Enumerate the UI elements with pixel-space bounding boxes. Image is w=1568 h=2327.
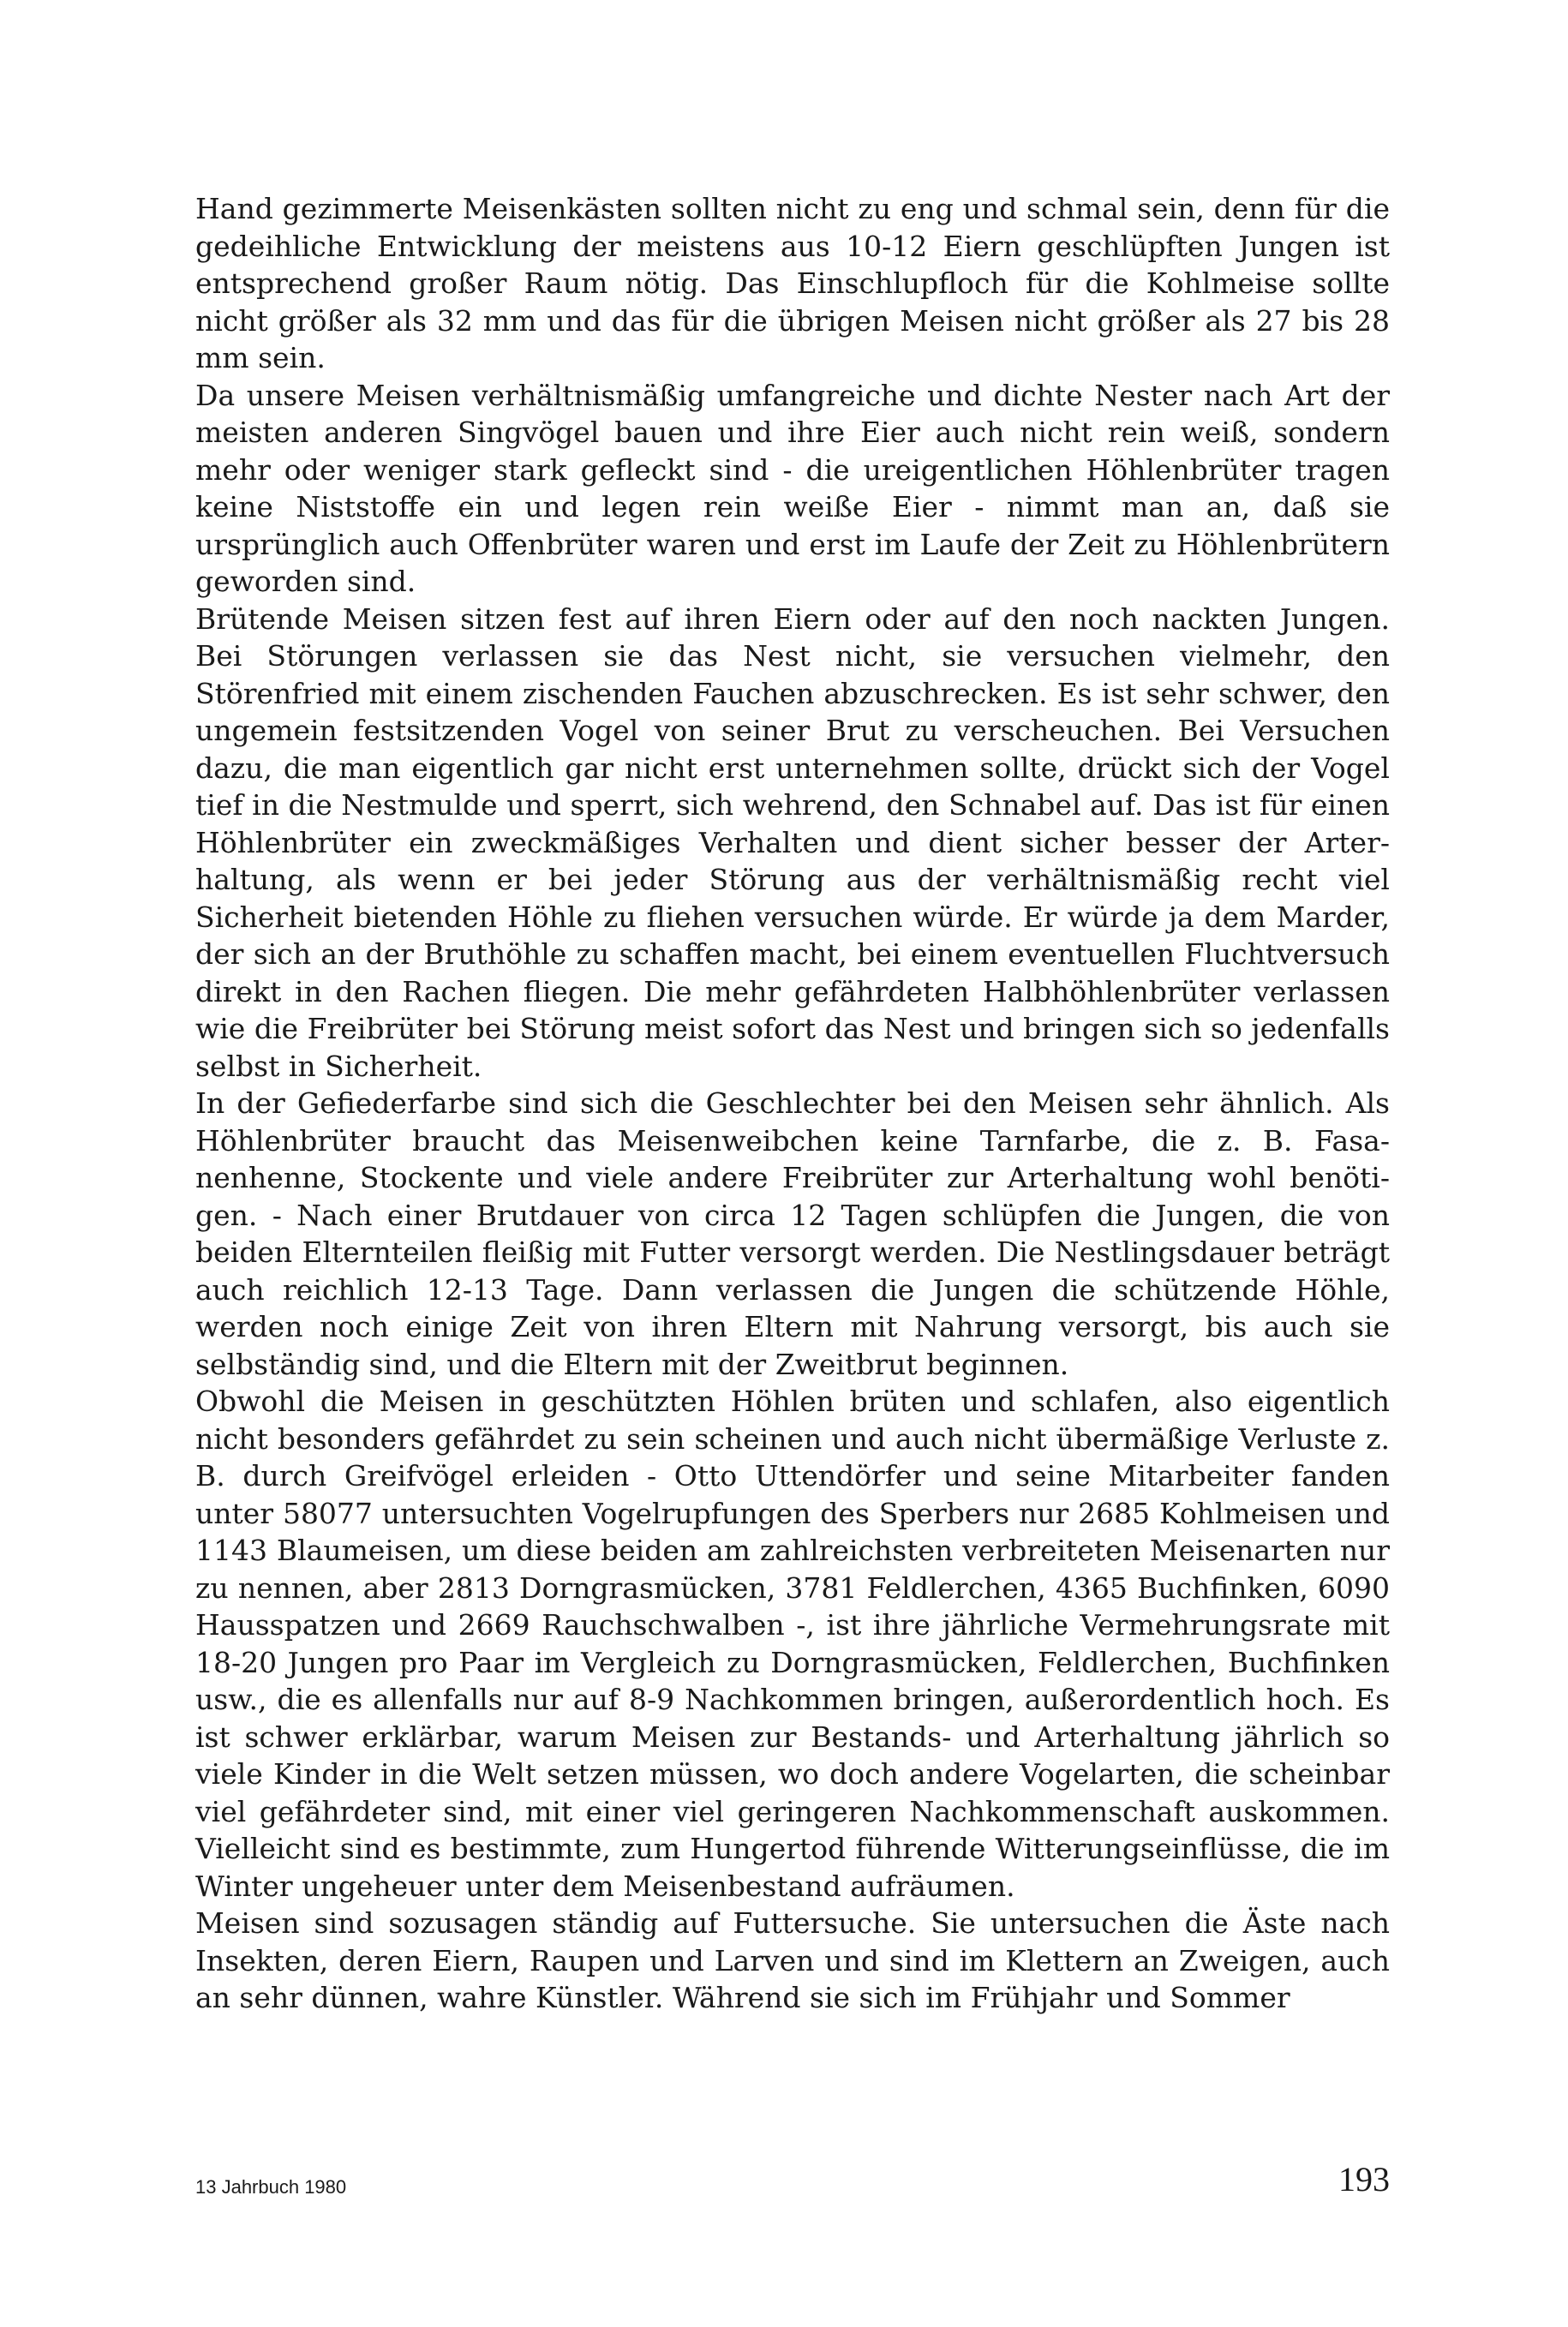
paragraph-brutverhalten: Brütende Meisen sitzen fest auf ihren Eiern oder auf den noch nackten Jungen. Bei Störungen verlassen sie das Nest nicht, sie versuchen vielmehr, den Störenfried mit einem zischenden Fauchen abzuschrecken. Es ist sehr schwer, den ungemein festsitzenden Vogel von seiner Brut zu verscheuchen. Bei Versuchen dazu, die man eigentlich gar nicht erst unternehmen sollte, drückt sich der Vogel tief in die Nestmulde und sperrt, sich wehrend, den Schnabel auf. Das ist für einen Höhlenbrüter ein zweckmäßiges Verhalten und dient sicher besser der Arterhaltung, als wenn er bei jeder Störung aus der verhältnismäßig recht viel Sicherheit bietenden Höhle zu fliehen versuchen würde. Er würde ja dem Marder, der sich an der Bruthöhle zu schaffen macht, bei einem eventuellen Fluchtversuch direkt in den Rachen fliegen. Die mehr gefährdeten Halbhöhlenbrüter verlassen wie die Freibrüter bei Störung meist sofort das Nest und bringen sich so jedenfalls selbst in Sicherheit. — [195, 601, 1390, 1083]
paragraph-nestbau: Da unsere Meisen verhältnismäßig umfangreiche und dichte Nester nach Art der meisten anderen Singvögel bauen und ihre Eier auch nicht rein weiß, sondern mehr oder weniger stark gefleckt sind - die ureigentlichen Höhlenbrüter tragen keine Niststoffe ein und legen rein weiße Eier - nimmt man an, daß sie ursprünglich auch Offenbrüter waren und erst im Laufe der Zeit zu Höhlenbrütern geworden sind. — [195, 378, 1390, 598]
paragraph-futtersuche: Meisen sind sozusagen ständig auf Futtersuche. Sie untersuchen die Äste nach Insekten, deren Eiern, Raupen und Larven und sind im Klettern an Zweigen, auch an sehr dünnen, wahre Künstler. Während sie sich im Frühjahr und Sommer — [195, 1906, 1390, 2014]
paragraph-gefiederfarbe: In der Gefiederfarbe sind sich die Geschlechter bei den Meisen sehr ähnlich. Als Höhlenbrüter braucht das Meisenweibchen keine Tarnfarbe, die z. B. Fasanenhenne, Stockente und viele andere Freibrüter zur Arterhaltung wohl benötigen. - Nach einer Brutdauer von circa 12 Tagen schlüpfen die Jungen, die von beiden Elternteilen fleißig mit Futter versorgt werden. Die Nestlingsdauer beträgt auch reichlich 12-13 Tage. Dann verlassen die Jungen die schützende Höhle, werden noch einige Zeit von ihren Eltern mit Nahrung versorgt, bis auch sie selbständig sind, und die Eltern mit der Zweitbrut beginnen. — [195, 1086, 1390, 1381]
footer-signature: 13 Jahrbuch 1980 — [195, 2176, 347, 2198]
page-body — [195, 190, 1390, 2017]
page-footer — [195, 2159, 1390, 2210]
page-number: 193 — [1338, 2160, 1390, 2198]
paragraph-vermehrungsrate: Obwohl die Meisen in geschützten Höhlen brüten und schlafen, also eigentlich nicht besonders gefährdet zu sein scheinen und auch nicht übermäßige Verluste z. B. durch Greifvögel erleiden - Otto Uttendörfer und seine Mitarbeiter fanden unter 58077 untersuchten Vogelrupfungen des Sperbers nur 2685 Kohlmeisen und 1143 Blaumeisen, um diese beiden am zahlreichsten verbreiteten Meisenarten nur zu nennen, aber 2813 Dorngrasmücken, 3781 Feldlerchen, 4365 Buchfinken, 6090 Hausspatzen und 2669 Rauchschwalben -, ist ihre jährliche Vermehrungsrate mit 18-20 Jungen pro Paar im Vergleich zu Dorngrasmücken, Feldlerchen, Buchfinken usw., die es allenfalls nur auf 8-9 Nachkommen bringen, außerordentlich hoch. Es ist schwer erklärbar, warum Meisen zur Bestands- und Arterhaltung jährlich so viele Kinder in die Welt setzen müssen, wo doch andere Vogelarten, die scheinbar viel gefährdeter sind, mit einer viel geringeren Nachkommenschaft auskommen. Vielleicht sind es bestimmte, zum Hungertod führende Witterungseinflüsse, die im Winter ungeheuer unter dem Meisenbestand aufräumen. — [195, 1385, 1390, 1903]
paragraph-nistkasten: Hand gezimmerte Meisenkästen sollten nicht zu eng und schmal sein, denn für die gedeihliche Entwicklung der meistens aus 10-12 Eiern geschlüpften Jungen ist entsprechend großer Raum nötig. Das Einschlupfloch für die Kohlmeise sollte nicht größer als 32 mm und das für die übrigen Meisen nicht größer als 27 bis 28 mm sein. — [195, 192, 1390, 374]
